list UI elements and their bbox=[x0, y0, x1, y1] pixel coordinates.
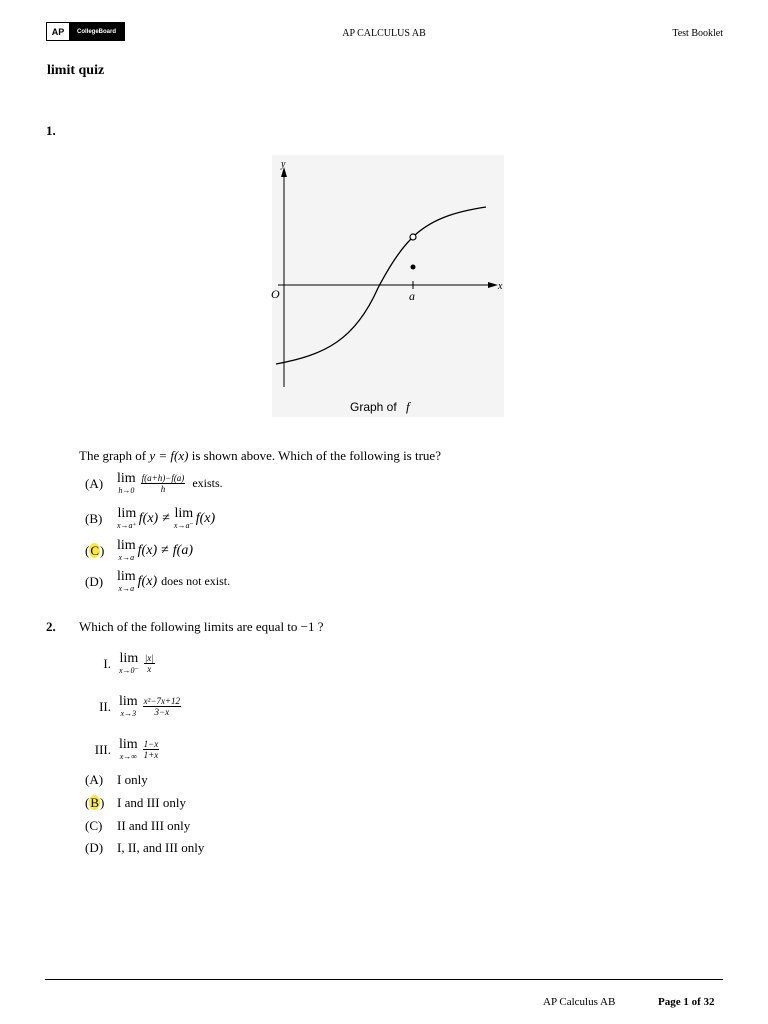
q2-option-d[interactable] bbox=[85, 840, 204, 856]
limit-operator: lim x→∞ bbox=[119, 737, 138, 761]
option-text: I only bbox=[117, 772, 148, 787]
footer-course: AP Calculus AB bbox=[543, 996, 616, 1008]
roman-numeral: II. bbox=[99, 698, 111, 714]
footer-page-number: Page 1 of 32 bbox=[658, 996, 715, 1008]
limit-operator: lim x→a⁻ bbox=[173, 506, 194, 530]
math-fx: f(x) bbox=[195, 510, 216, 526]
fraction: $\frac{|x|}{x}$ bbox=[144, 652, 154, 674]
limit-operator: lim x→3 bbox=[119, 694, 138, 718]
math-fa: f(a) bbox=[172, 542, 194, 558]
fraction: $\frac{1-x}{1+x}$ bbox=[143, 738, 159, 760]
filled-point bbox=[411, 265, 416, 270]
question-2-stem: Which of the following limits are equal to −1 ? bbox=[79, 619, 324, 634]
option-tail: exists. bbox=[192, 476, 223, 490]
q1-option-d[interactable] bbox=[85, 570, 230, 593]
q1-option-a[interactable] bbox=[85, 472, 223, 495]
stem-expr: y = f(x) bbox=[149, 448, 189, 463]
graph-y-label: y bbox=[281, 159, 286, 170]
graph-background bbox=[272, 155, 504, 417]
q2-item-iii bbox=[85, 738, 162, 761]
option-text: I, II, and III only bbox=[117, 840, 205, 855]
option-letter-highlighted: (C) bbox=[85, 542, 105, 558]
graph-caption-var: f bbox=[406, 399, 410, 414]
graph-caption-prefix: Graph of bbox=[350, 400, 397, 414]
limit-operator: lim x→a⁺ bbox=[117, 506, 137, 530]
footer-divider bbox=[45, 979, 723, 980]
option-letter: (A) bbox=[85, 475, 104, 491]
option-letter-highlighted: (B) bbox=[85, 795, 105, 810]
stem-prefix: The graph of bbox=[79, 448, 150, 463]
q1-option-c[interactable] bbox=[85, 539, 193, 562]
header-booklet: Test Booklet bbox=[672, 28, 723, 39]
open-circle bbox=[410, 234, 416, 240]
option-tail: does not exist. bbox=[161, 574, 231, 588]
quiz-title: limit quiz bbox=[47, 63, 105, 78]
limit-operator: lim h→0 bbox=[117, 471, 136, 495]
math-fx: f(x) bbox=[137, 573, 158, 589]
logo-collegeboard-text: CollegeBoard bbox=[69, 23, 124, 40]
limit-operator: lim x→a bbox=[117, 538, 136, 562]
fraction: $\frac{\text{x²−7x+12}}{3-x}$ bbox=[143, 695, 181, 717]
stem-suffix: is shown above. Which of the following is true? bbox=[188, 448, 441, 463]
math-fx: f(x) bbox=[138, 510, 159, 526]
option-letter: (C) bbox=[85, 818, 103, 833]
question-2-number: 2. bbox=[46, 619, 56, 634]
option-letter: (D) bbox=[85, 573, 104, 589]
graph-origin-label: O bbox=[271, 287, 280, 301]
option-letter: (B) bbox=[85, 510, 103, 526]
option-letter: (D) bbox=[85, 840, 104, 855]
logo-ap-text: AP bbox=[47, 23, 69, 40]
not-equal-sign: ≠ bbox=[161, 542, 169, 558]
limit-operator: lim x→a bbox=[117, 569, 136, 593]
graph-of-f bbox=[260, 155, 510, 420]
question-1-number: 1. bbox=[46, 123, 56, 138]
q2-option-a[interactable] bbox=[85, 772, 148, 788]
option-text: I and III only bbox=[117, 795, 186, 810]
roman-numeral: I. bbox=[103, 655, 111, 671]
option-letter: (A) bbox=[85, 772, 104, 787]
option-text: II and III only bbox=[117, 818, 191, 833]
q2-option-c[interactable] bbox=[85, 818, 190, 834]
roman-numeral: III. bbox=[94, 741, 111, 757]
question-1-stem bbox=[79, 448, 441, 464]
q2-item-ii bbox=[80, 695, 184, 718]
q2-option-b[interactable] bbox=[85, 795, 186, 811]
difference-quotient: $\frac{f(a+h)-f(a)}{h}$ bbox=[141, 472, 185, 494]
q1-option-b[interactable] bbox=[85, 507, 215, 530]
graph-x-label: x bbox=[498, 281, 503, 292]
header-course: AP CALCULUS AB bbox=[342, 28, 426, 39]
math-fx: f(x) bbox=[137, 542, 158, 558]
graph-a-label: a bbox=[409, 289, 415, 303]
limit-operator: lim x→0⁻ bbox=[119, 651, 139, 675]
not-equal-sign: ≠ bbox=[162, 510, 170, 526]
q2-item-i bbox=[85, 652, 158, 675]
